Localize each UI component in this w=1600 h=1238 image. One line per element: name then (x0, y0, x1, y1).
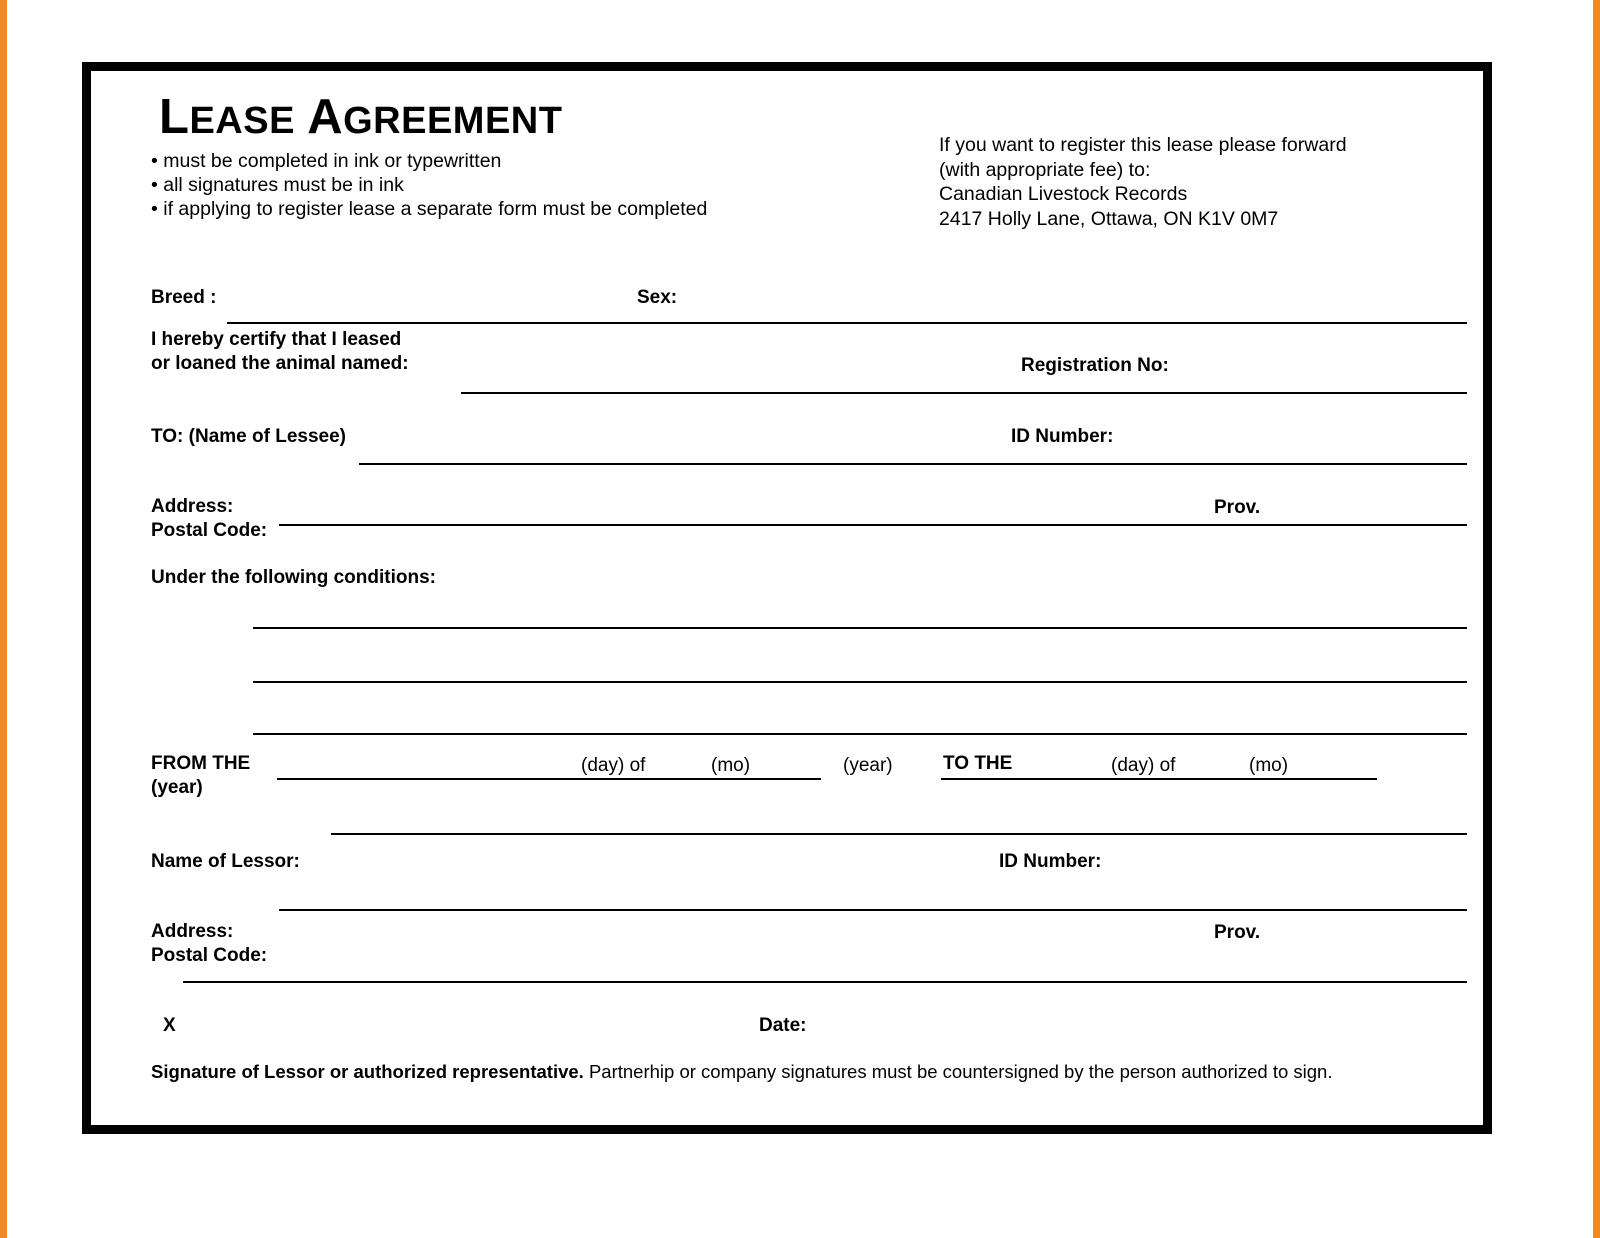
registration-note-line-2: (with appropriate fee) to: (939, 158, 1151, 181)
title-space (295, 90, 307, 144)
registration-note-line-3: Canadian Livestock Records (939, 183, 1188, 205)
field-address-lessee-line[interactable] (279, 524, 1467, 526)
field-lessor-address-line[interactable] (279, 909, 1467, 911)
registration-note (939, 133, 1347, 231)
field-animal-name-line[interactable] (461, 392, 1467, 394)
document-sheet (7, 0, 1593, 1238)
label-sex: Sex: (637, 287, 678, 308)
field-conditions-line-2[interactable] (253, 681, 1467, 683)
label-address-lessee: Address: (151, 496, 234, 517)
instruction-bullets (151, 149, 707, 221)
label-id-number-lessee: ID Number: (1011, 426, 1114, 447)
label-conditions: Under the following conditions: (151, 567, 436, 588)
field-to-date-line[interactable] (941, 778, 1377, 780)
label-to-lessee: TO: (Name of Lessee) (151, 426, 346, 447)
instruction-bullet-3: • if applying to register lease a separate form must be completed (151, 198, 708, 220)
title-text-ease: EASE (189, 100, 295, 142)
label-to-the: TO THE (943, 753, 1013, 774)
instruction-bullet-1: • must be completed in ink or typewritten (151, 150, 502, 172)
field-from-date-line[interactable] (277, 778, 821, 780)
page-edge-right (1593, 0, 1600, 1238)
label-year-to: (year) (151, 777, 203, 798)
page-title (159, 89, 562, 145)
label-from-the: FROM THE (151, 753, 251, 774)
label-name-of-lessor: Name of Lessor: (151, 851, 300, 872)
label-mo-from: (mo) (711, 755, 751, 776)
label-signature-x: X (163, 1015, 176, 1036)
label-prov-lessee: Prov. (1214, 497, 1261, 518)
label-id-number-lessor: ID Number: (999, 851, 1102, 872)
title-text-greement: GREEMENT (343, 100, 563, 142)
label-day-of-to: (day) of (1111, 755, 1176, 776)
form-outer-border (82, 62, 1492, 1134)
label-postal-code-lessor: Postal Code: (151, 945, 268, 966)
field-lessor-postal-line[interactable] (183, 981, 1467, 983)
title-letter-l: L (159, 90, 190, 144)
field-conditions-line-1[interactable] (253, 627, 1467, 629)
label-mo-to: (mo) (1249, 755, 1289, 776)
field-lessee-line[interactable] (359, 463, 1467, 465)
label-day-of-from: (day) of (581, 755, 646, 776)
registration-note-line-1: If you want to register this lease please forward (939, 134, 1347, 156)
field-conditions-line-3[interactable] (253, 733, 1467, 735)
label-prov-lessor: Prov. (1214, 922, 1261, 943)
title-letter-a: A (307, 90, 344, 144)
page-edge-left (0, 0, 7, 1238)
instruction-bullet-2: • all signatures must be in ink (151, 174, 404, 196)
label-certify-line-1: I hereby certify that I leased (151, 329, 402, 350)
registration-note-line-4: 2417 Holly Lane, Ottawa, ON K1V 0M7 (939, 207, 1279, 230)
signature-note-rest: Partnerhip or company signatures must be countersigned by the person authorized to sign. (583, 1061, 1333, 1082)
field-breed-sex-line[interactable] (227, 322, 1467, 324)
label-date: Date: (759, 1015, 807, 1036)
label-registration-no: Registration No: (1021, 355, 1169, 376)
field-lessor-name-line[interactable] (331, 833, 1467, 835)
label-postal-code-lessee: Postal Code: (151, 520, 268, 541)
label-address-lessor: Address: (151, 921, 234, 942)
label-year-from: (year) (843, 755, 893, 776)
label-breed: Breed : (151, 287, 217, 308)
signature-note-bold: Signature of Lessor or authorized representative. (151, 1061, 584, 1082)
label-certify-line-2: or loaned the animal named: (151, 353, 409, 374)
signature-note (151, 1061, 1332, 1083)
